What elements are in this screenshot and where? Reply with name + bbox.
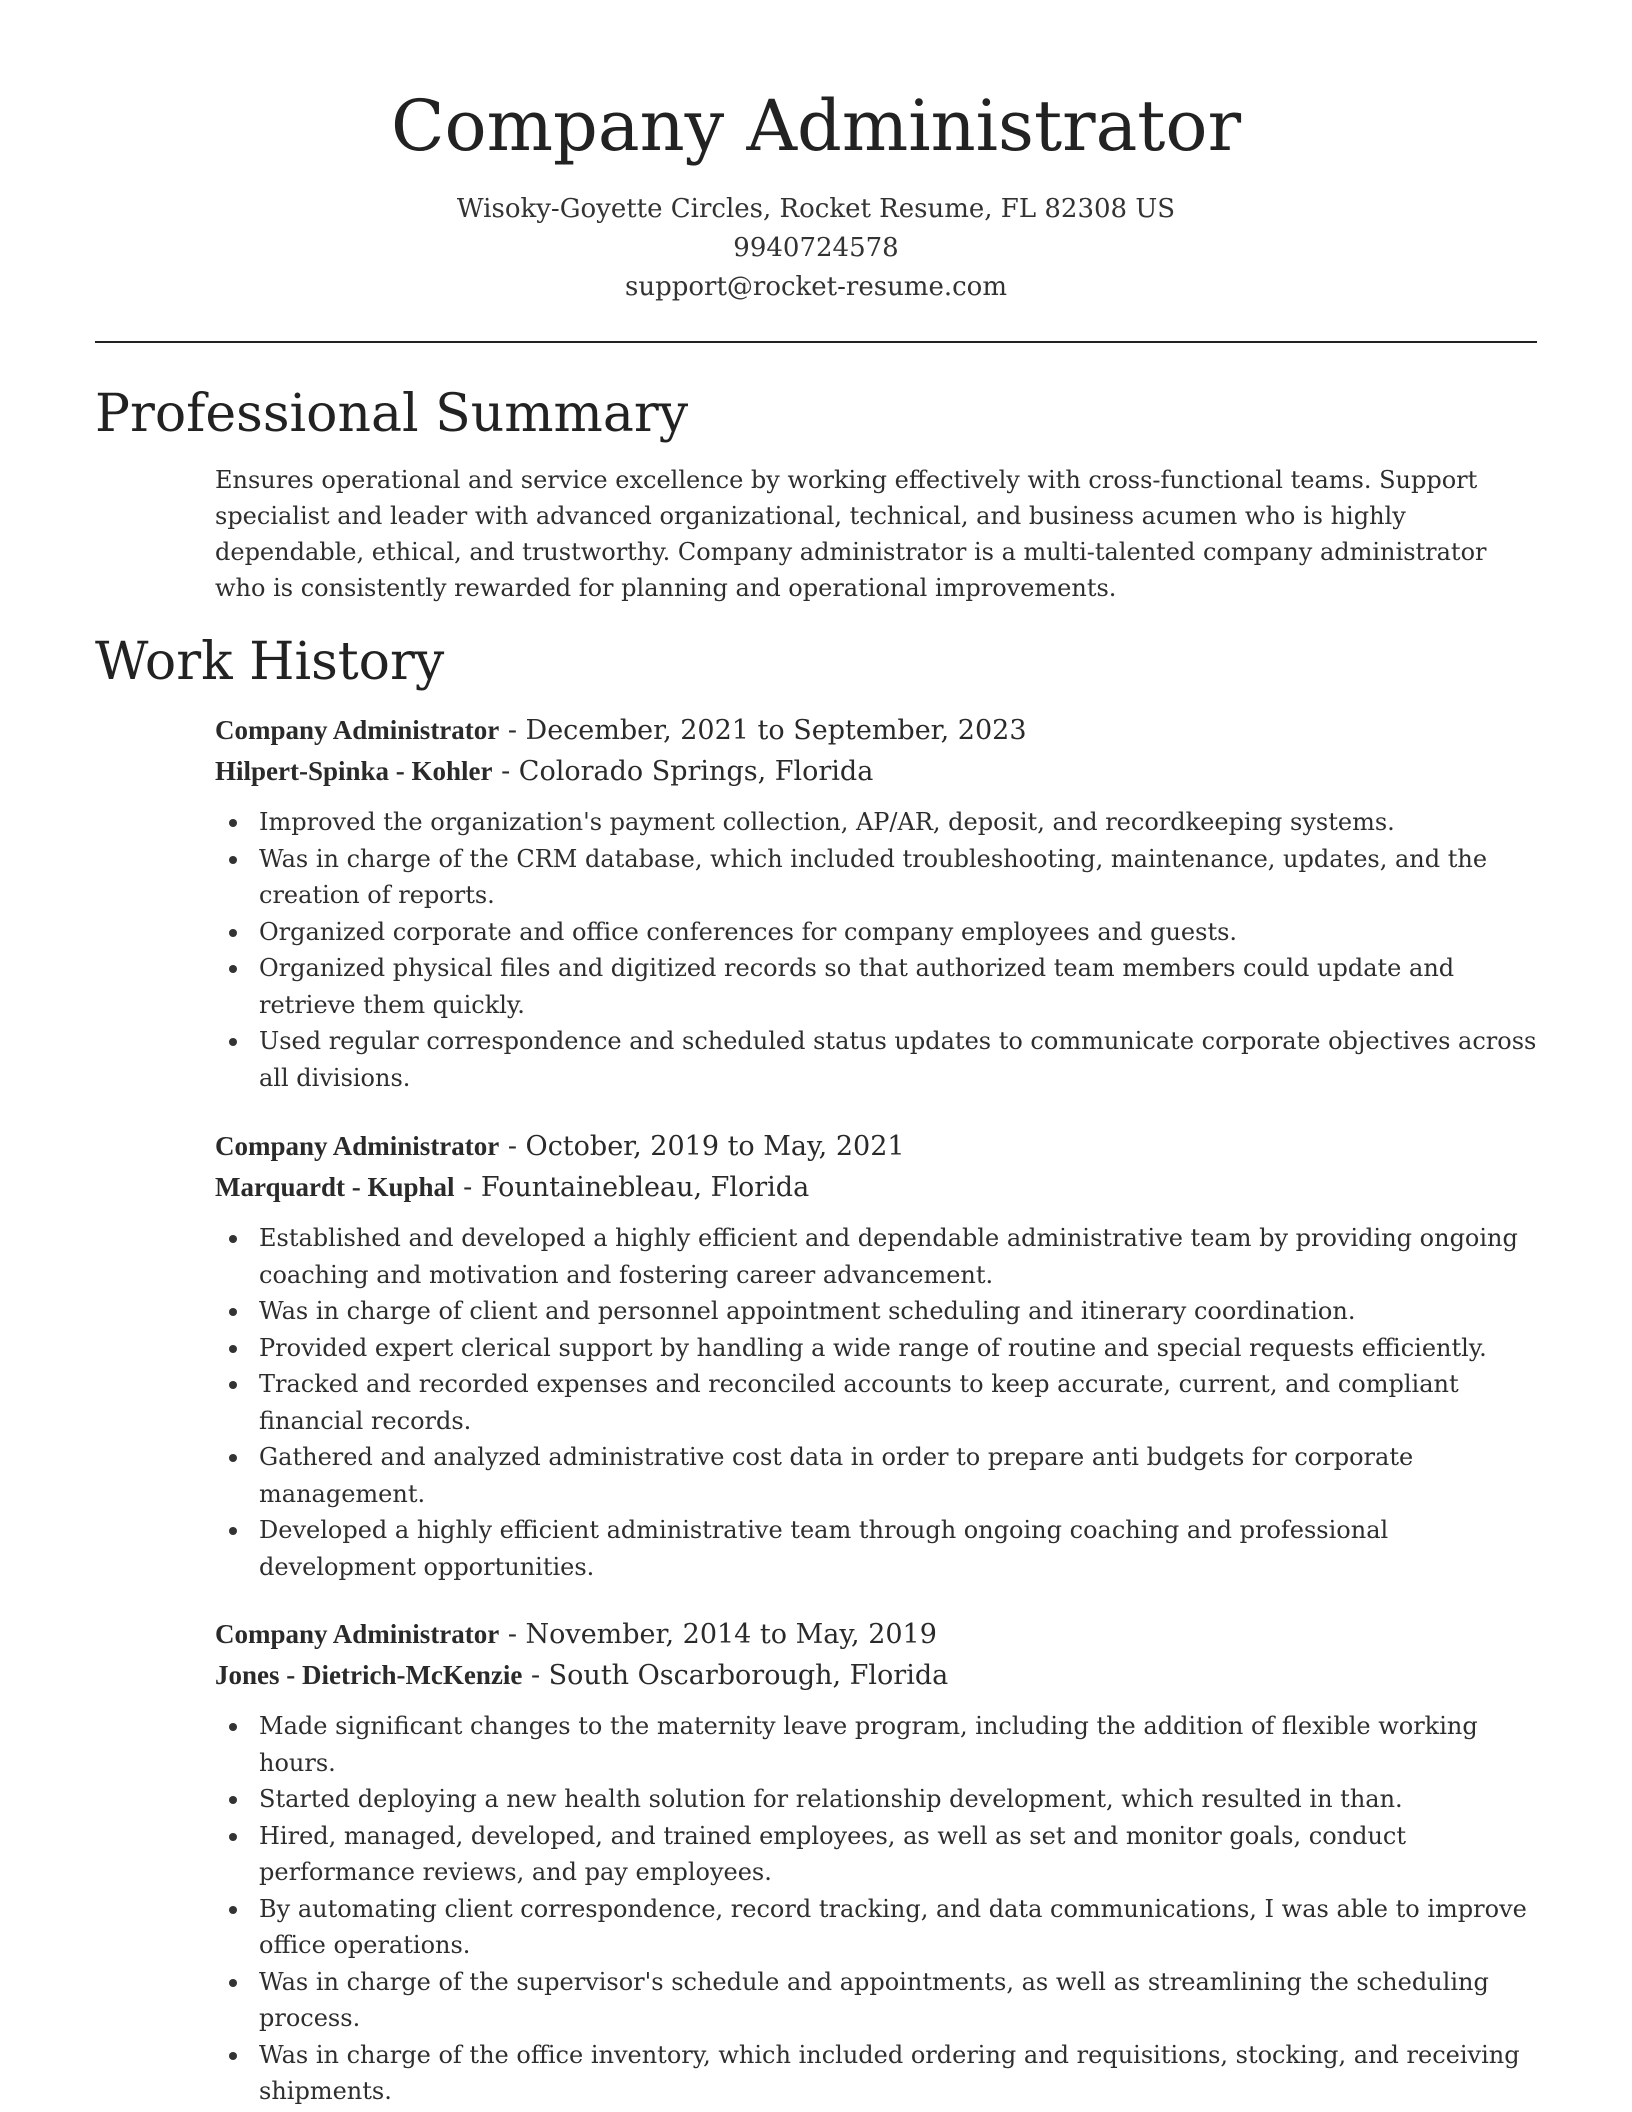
list-item: Improved the organization's payment collection, AP/AR, deposit, and recordkeeping systems. bbox=[259, 804, 1540, 841]
address: Wisoky-Goyette Circles, Rocket Resume, FL 82308 US bbox=[456, 194, 1176, 224]
contact-info bbox=[0, 190, 1632, 307]
job-company: Marquardt - Kuphal bbox=[215, 1172, 455, 1202]
list-item: Was in charge of the supervisor's schedule and appointments, as well as streamlining the scheduling process. bbox=[259, 1964, 1540, 2037]
list-item: Started deploying a new health solution for relationship development, which resulted in than. bbox=[259, 1781, 1540, 1818]
job-company: Jones - Dietrich-McKenzie bbox=[215, 1660, 523, 1690]
job-entry bbox=[215, 710, 1540, 1096]
list-item: Provided expert clerical support by handling a wide range of routine and special requests efficiently. bbox=[259, 1330, 1540, 1367]
summary-text: Ensures operational and service excellence by working effectively with cross-functional teams. Support specialist and leader with advanced organizational, technical, and business acumen who is highly dependable, ethical, and trustworthy. Company administrator is a multi-talented company administrator who is consistently rewarded for planning and operational improvements. bbox=[215, 466, 1487, 602]
job-title-line bbox=[215, 710, 1540, 751]
list-item: Was in charge of the office inventory, which included ordering and requisitions, stocking, and receiving shipments. bbox=[259, 2037, 1540, 2110]
job-title: Company Administrator bbox=[215, 1131, 500, 1161]
list-item: Was in charge of the CRM database, which included troubleshooting, maintenance, updates, and the creation of reports. bbox=[259, 841, 1540, 914]
job-bullets bbox=[215, 1708, 1540, 2110]
job-company-line bbox=[215, 1167, 1540, 1208]
email: support@rocket-resume.com bbox=[624, 272, 1007, 302]
job-dates: - December, 2021 to September, 2023 bbox=[499, 715, 1027, 746]
list-item: Organized physical files and digitized records so that authorized team members could update and retrieve them quickly. bbox=[259, 950, 1540, 1023]
work-history-heading: Work History bbox=[95, 632, 445, 692]
job-entry bbox=[215, 1126, 1540, 1585]
job-entry bbox=[215, 1614, 1540, 2110]
job-dates: - October, 2019 to May, 2021 bbox=[499, 1131, 905, 1162]
list-item: Was in charge of client and personnel appointment scheduling and itinerary coordination. bbox=[259, 1293, 1540, 1330]
resume-header bbox=[0, 76, 1632, 307]
list-item: Organized corporate and office conferences for company employees and guests. bbox=[259, 914, 1540, 951]
phone: 9940724578 bbox=[733, 233, 899, 263]
job-title-line bbox=[215, 1126, 1540, 1167]
job-dates: - November, 2014 to May, 2019 bbox=[499, 1619, 937, 1650]
list-item: Made significant changes to the maternity leave program, including the addition of flexible working hours. bbox=[259, 1708, 1540, 1781]
header-divider bbox=[95, 341, 1537, 343]
list-item: Gathered and analyzed administrative cost data in order to prepare anti budgets for corporate management. bbox=[259, 1439, 1540, 1512]
job-location: - Colorado Springs, Florida bbox=[492, 756, 874, 787]
job-company-line bbox=[215, 1655, 1540, 1696]
list-item: Developed a highly efficient administrative team through ongoing coaching and professional development opportunities. bbox=[259, 1512, 1540, 1585]
list-item: By automating client correspondence, record tracking, and data communications, I was able to improve office operations. bbox=[259, 1891, 1540, 1964]
job-bullets bbox=[215, 1220, 1540, 1585]
job-company: Hilpert-Spinka - Kohler bbox=[215, 756, 493, 786]
job-location: - South Oscarborough, Florida bbox=[522, 1660, 949, 1691]
summary-heading: Professional Summary bbox=[95, 384, 689, 444]
job-title: Company Administrator bbox=[215, 715, 500, 745]
list-item: Tracked and recorded expenses and reconciled accounts to keep accurate, current, and compliant financial records. bbox=[259, 1366, 1540, 1439]
job-company-line bbox=[215, 751, 1540, 792]
list-item: Hired, managed, developed, and trained employees, as well as set and monitor goals, conduct performance reviews, and pay employees. bbox=[259, 1818, 1540, 1891]
list-item: Established and developed a highly efficient and dependable administrative team by providing ongoing coaching and motivation and fostering career advancement. bbox=[259, 1220, 1540, 1293]
job-title: Company Administrator bbox=[215, 1619, 500, 1649]
job-bullets bbox=[215, 804, 1540, 1096]
job-location: - Fountainebleau, Florida bbox=[454, 1172, 810, 1203]
list-item: Used regular correspondence and scheduled status updates to communicate corporate objectives across all divisions. bbox=[259, 1023, 1540, 1096]
job-title-line bbox=[215, 1614, 1540, 1655]
candidate-name: Company Administrator bbox=[390, 85, 1242, 167]
